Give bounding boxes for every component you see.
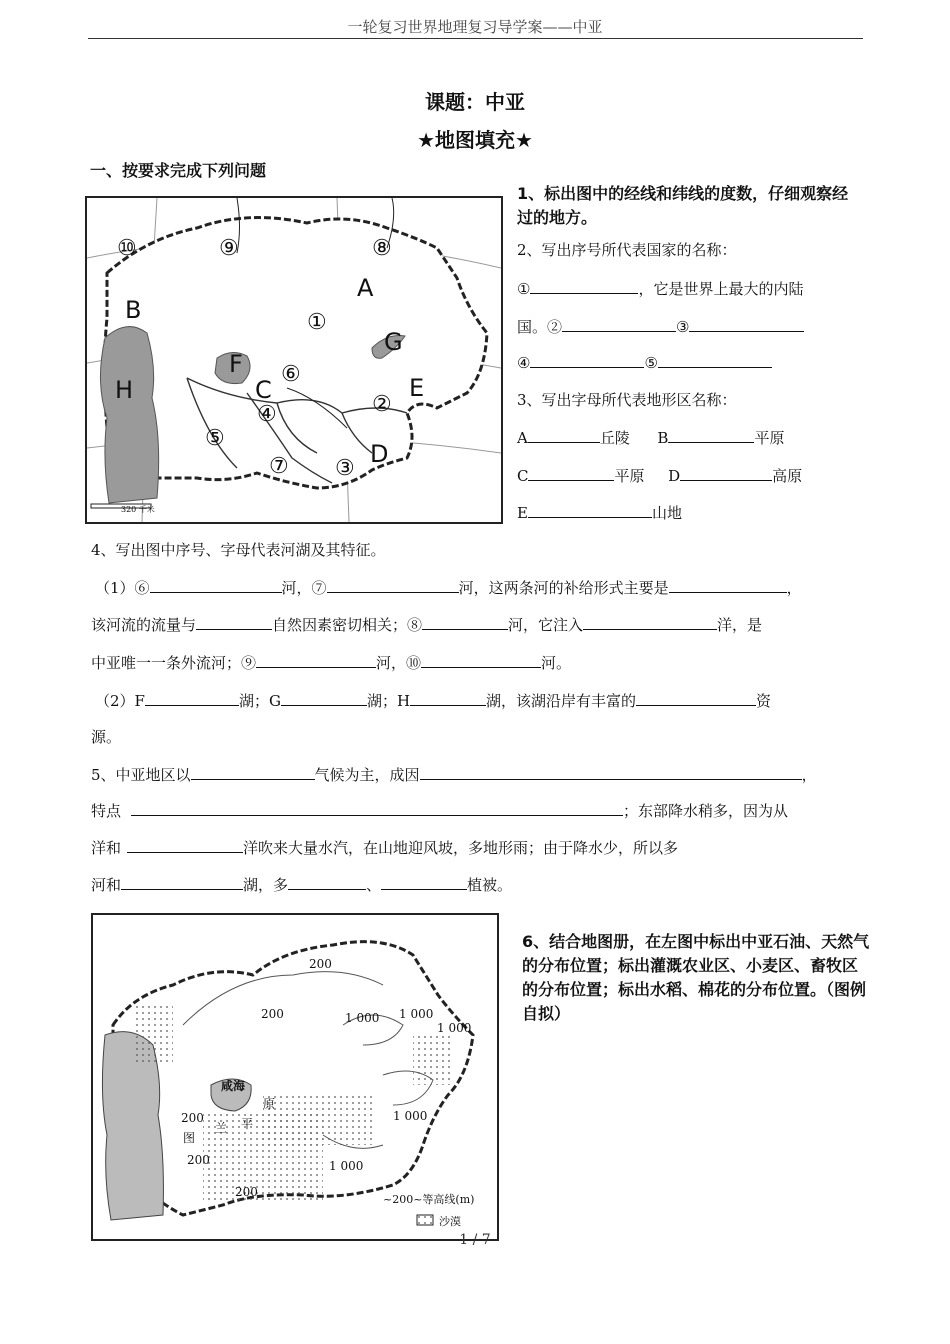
map-label-river-10: ⑩: [117, 236, 137, 261]
map-drawing: [87, 198, 501, 522]
map-label-river-6: ⑥: [281, 362, 301, 387]
q2-label-3: ③: [676, 318, 690, 336]
plain-label: 兰: [215, 1121, 228, 1135]
question-4-line2: [91, 614, 762, 635]
q3-blank-C[interactable]: [528, 465, 614, 481]
plain-label: 图: [183, 1131, 196, 1145]
q4-blank-H[interactable]: [410, 690, 486, 706]
q4-blank-8[interactable]: [422, 614, 508, 630]
q4-blank-6[interactable]: [150, 577, 282, 593]
q4-blank-9[interactable]: [256, 652, 376, 668]
q2-label-2: 国。②: [517, 318, 563, 336]
q4-text: 湖，该湖沿岸有丰富的: [486, 692, 637, 710]
q3-label-B: B: [657, 429, 669, 447]
q2-label-1: ①: [517, 280, 531, 298]
q5-blank-veg1[interactable]: [288, 874, 366, 890]
q4-text: （2）F: [95, 692, 145, 710]
q5-text: ；东部降水稍多，因为从: [623, 802, 789, 820]
legend-desert: 沙漠: [439, 1215, 461, 1228]
question-2-line1: [517, 278, 803, 299]
map-label-H: H: [115, 376, 134, 404]
question-2-line3: [517, 352, 772, 373]
map-label-country-2: ②: [372, 392, 392, 417]
question-5-line2: [91, 800, 788, 821]
q2-label-5: ⑤: [644, 354, 658, 372]
q4-text: 自然因素密切相关；⑧: [272, 616, 423, 634]
question-4-line1: [95, 577, 802, 598]
q4-blank-G[interactable]: [281, 690, 367, 706]
q4-text: 河，⑩: [376, 654, 422, 672]
map-scale-label: 320 千米: [121, 505, 155, 514]
q5-text: 湖，多: [243, 876, 289, 894]
contour-label: 200: [309, 957, 332, 971]
contour-label: 200: [187, 1153, 210, 1167]
q5-blank-ocean[interactable]: [127, 837, 243, 853]
q5-text: 植被。: [467, 876, 513, 894]
map-label-B: B: [125, 296, 142, 324]
question-3-line3: [517, 502, 682, 523]
q5-blank-climate[interactable]: [191, 764, 315, 780]
contour-label: 200: [181, 1111, 204, 1125]
page-number: 1 / 7: [459, 1232, 491, 1248]
q3-suffix-A: 丘陵: [599, 429, 630, 447]
map-label-river-7: ⑦: [269, 454, 289, 479]
page-header: 一轮复习世界地理复习导学案——中亚: [347, 18, 603, 36]
q3-blank-B[interactable]: [668, 427, 754, 443]
q3-suffix-B: 平原: [754, 429, 785, 447]
header-divider: [88, 38, 863, 39]
map-label-river-8: ⑧: [372, 236, 392, 261]
contour-label: 200: [235, 1185, 258, 1199]
question-4-title: 4、写出图中序号、字母代表河湖及其特征。: [91, 541, 386, 559]
map-label-D: D: [370, 440, 389, 468]
q4-text: （1）⑥: [95, 579, 150, 597]
legend-contour: ~200~等高线(m): [383, 1193, 475, 1206]
map-label-country-1: ①: [307, 310, 327, 335]
q4-blank-supply[interactable]: [669, 577, 787, 593]
q5-text: 气候为主，成因: [314, 766, 420, 784]
map-label-country-4: ④: [257, 402, 277, 427]
q4-text: 湖；G: [238, 692, 281, 710]
q5-text: 特点: [91, 802, 122, 820]
q3-suffix-C: 平原: [614, 467, 645, 485]
q4-blank-factor[interactable]: [196, 614, 272, 630]
q4-text: 中亚唯一一条外流河；⑨: [91, 654, 257, 672]
question-2-title: 2、写出序号所代表国家的名称：: [517, 241, 737, 259]
map-label-country-3: ③: [335, 456, 355, 481]
sea-label: 咸海: [221, 1079, 246, 1093]
map-label-A: A: [357, 274, 374, 302]
q4-blank-10[interactable]: [421, 652, 541, 668]
q3-label-C: C: [517, 467, 529, 485]
page-subtitle: ★地图填充★: [417, 128, 533, 152]
question-5-line4: [91, 874, 512, 895]
q2-suffix-1: ，它是世界上最大的内陆: [638, 280, 804, 298]
topographic-map: [91, 913, 499, 1241]
question-3-title: 3、写出字母所代表地形区名称：: [517, 391, 737, 409]
question-3-line1: [517, 427, 784, 448]
contour-label: 1 000: [345, 1011, 380, 1025]
q4-blank-ocean[interactable]: [583, 614, 717, 630]
contour-label: 200: [261, 1007, 284, 1021]
q4-text: ，: [786, 579, 802, 597]
question-4-line4: [95, 690, 771, 711]
q3-blank-E[interactable]: [528, 502, 652, 518]
plain-label: 平: [241, 1117, 254, 1131]
contour-label: 1 000: [437, 1021, 472, 1035]
q5-blank-veg2[interactable]: [381, 874, 467, 890]
contour-label: 1 000: [329, 1159, 364, 1173]
question-5-line1: [91, 764, 817, 785]
q4-text: 资: [756, 692, 772, 710]
q4-blank-resource[interactable]: [636, 690, 756, 706]
q4-blank-7[interactable]: [327, 577, 459, 593]
q2-blank-1[interactable]: [530, 278, 638, 294]
contour-label: 1 000: [393, 1109, 428, 1123]
q5-text: 5、中亚地区以: [91, 766, 191, 784]
q4-text: 河，这两条河的补给形式主要是: [458, 579, 669, 597]
q4-text: 该河流的流量与: [91, 616, 197, 634]
q4-blank-F[interactable]: [145, 690, 239, 706]
map-label-C: C: [255, 376, 272, 404]
map-label-E: E: [409, 374, 425, 402]
map-label-F: F: [229, 350, 243, 378]
q4-text: 河，它注入: [508, 616, 584, 634]
question-2-line2: [517, 316, 804, 337]
map-label-river-9: ⑨: [219, 236, 239, 261]
q3-label-E: E: [517, 504, 528, 522]
q5-text: 、: [366, 876, 382, 894]
q5-blank-cause[interactable]: [420, 764, 802, 780]
q2-blank-4[interactable]: [530, 352, 644, 368]
q4-text: 河。: [541, 654, 572, 672]
q3-label-D: D: [668, 467, 681, 485]
q2-blank-2[interactable]: [562, 316, 676, 332]
q2-label-4: ④: [517, 354, 531, 372]
contour-label: 1 000: [399, 1007, 434, 1021]
question-1: 1、标出图中的经线和纬线的度数，仔细观察经过的地方。: [517, 184, 849, 227]
q3-label-A: A: [517, 429, 528, 447]
q5-blank-feature[interactable]: [131, 800, 623, 816]
section-heading: 一、按要求完成下列问题: [90, 161, 267, 180]
question-6: 6、结合地图册，在左图中标出中亚石油、天然气的分布位置；标出灌溉农业区、小麦区、畜牧区的分布位置；标出水稻、棉花的分布位置。（图例自拟）: [522, 932, 870, 1023]
q2-blank-3[interactable]: [689, 316, 804, 332]
q3-blank-A[interactable]: [528, 427, 600, 443]
q5-blank-lake[interactable]: [121, 874, 243, 890]
q5-text: 洋和: [91, 839, 122, 857]
q5-text: 洋吹来大量水汽，在山地迎风坡，多地形雨；由于降水少，所以多: [243, 839, 679, 857]
question-3-line2: [517, 465, 802, 486]
q2-blank-5[interactable]: [658, 352, 772, 368]
q3-blank-D[interactable]: [680, 465, 772, 481]
plain-label: 原: [263, 1097, 276, 1111]
page-title: 课题：中亚: [425, 90, 525, 114]
central-asia-map: [85, 196, 503, 524]
map-label-country-5: ⑤: [205, 426, 225, 451]
question-5-line3: [91, 837, 678, 858]
q4-text: 湖；H: [366, 692, 411, 710]
q3-suffix-E: 山地: [651, 504, 682, 522]
q5-text: 河和: [91, 876, 122, 894]
map-label-G: G: [384, 328, 403, 356]
question-4-line5: 源。: [91, 728, 122, 746]
question-4-line3: [91, 652, 571, 673]
q4-text: 洋，是: [717, 616, 763, 634]
q3-suffix-D: 高原: [772, 467, 803, 485]
q4-text: 河，⑦: [281, 579, 327, 597]
q5-text: ，: [801, 766, 817, 784]
